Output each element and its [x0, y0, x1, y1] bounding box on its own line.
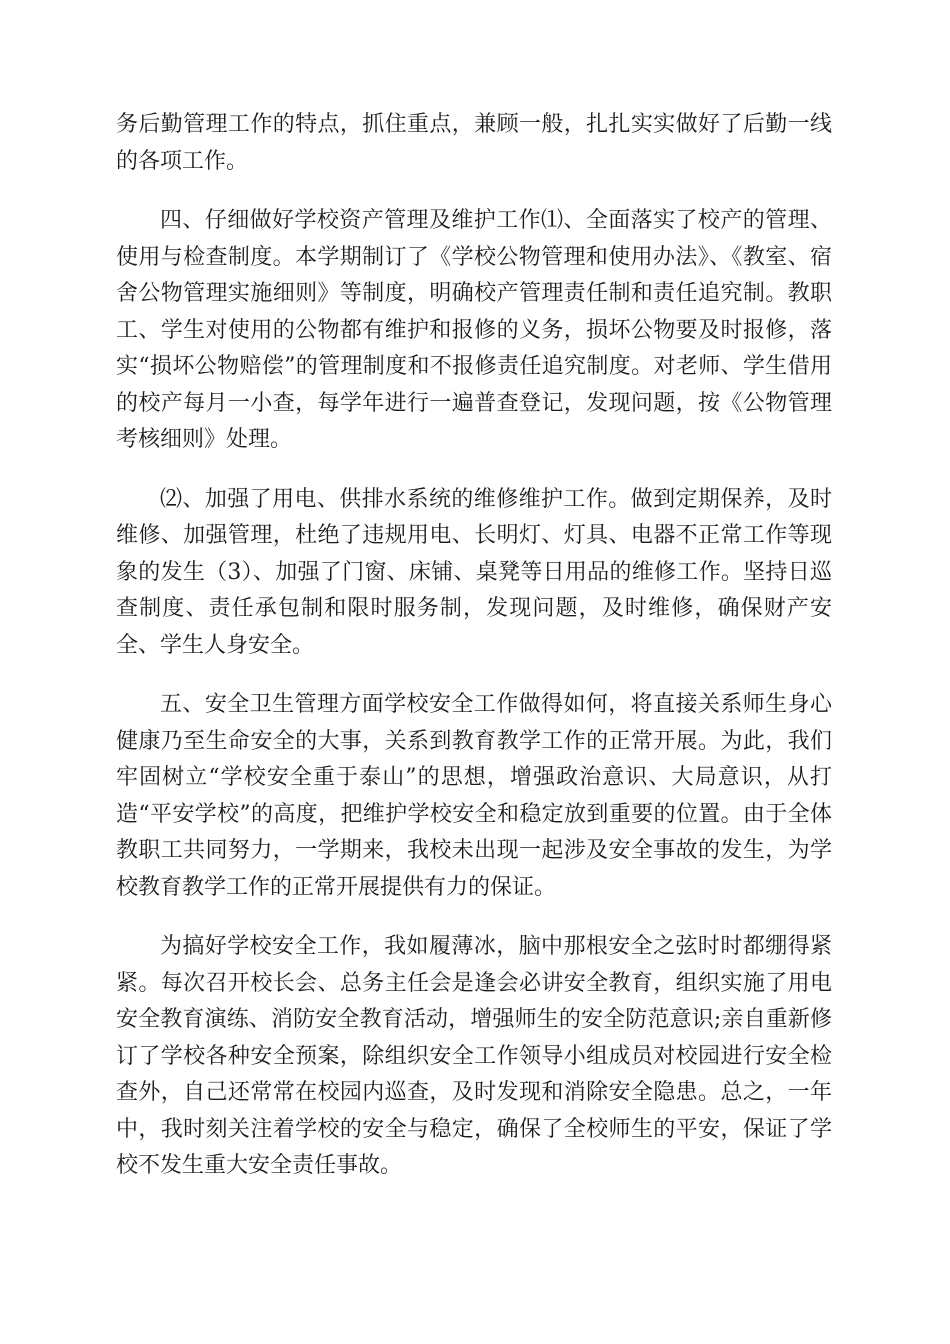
paragraph-safety-work: 为搞好学校安全工作，我如履薄冰，脑中那根安全之弦时时都绷得紧紧。每次召开校长会、总务主任会是逢会必讲安全教育，组织实施了用电安全教育演练、消防安全教育活动，增强师生的安全防范意识;亲自重新修订了学校各种安全预案，除组织安全工作领导小组成员对校园进行安全检查外，自己还常常在校园内巡查，及时发现和消除安全隐患。总之，一年中，我时刻关注着学校的安全与稳定，确保了全校师生的平安，保证了学校不发生重大安全责任事故。 — [116, 934, 832, 1178]
paragraph-gap — [116, 906, 832, 929]
paragraph-gap — [116, 459, 832, 482]
paragraph-gap — [116, 180, 832, 203]
paragraph-maintenance: ⑵、加强了用电、供排水系统的维修维护工作。做到定期保养，及时维修、加强管理，杜绝了违规用电、长明灯、灯具、电器不正常工作等现象的发生（3）、加强了门窗、床铺、桌凳等日用品的维修工作。坚持日巡查制度、责任承包制和限时服务制，发现问题，及时维修，确保财产安全、学生人身安全。 — [116, 486, 832, 658]
paragraph-asset-management: 四、仔细做好学校资产管理及维护工作⑴、全面落实了校产的管理、使用与检查制度。本学期制订了《学校公物管理和使用办法》、《教室、宿舍公物管理实施细则》等制度，明确校产管理责任制和责任追究制。教职工、学生对使用的公物都有维护和报修的义务，损坏公物要及时报修，落实“损坏公物赔偿”的管理制度和不报修责任追究制度。对老师、学生借用的校产每月一小查，每学年进行一遍普查登记，发现问题，按《公物管理考核细则》处理。 — [116, 208, 832, 452]
document-body — [116, 107, 832, 1185]
paragraph-continuation: 务后勤管理工作的特点，抓住重点，兼顾一般，扎扎实实做好了后勤一线的各项工作。 — [116, 112, 832, 174]
paragraph-gap — [116, 664, 832, 687]
paragraph-safety-management: 五、安全卫生管理方面学校安全工作做得如何，将直接关系师生身心健康乃至生命安全的大事，关系到教育教学工作的正常开展。为此，我们牢固树立“学校安全重于泰山”的思想，增强政治意识、大局意识，从打造“平安学校”的高度，把维护学校安全和稳定放到重要的位置。由于全体教职工共同努力，一学期来，我校未出现一起涉及安全事故的发生，为学校教育教学工作的正常开展提供有力的保证。 — [116, 692, 832, 900]
